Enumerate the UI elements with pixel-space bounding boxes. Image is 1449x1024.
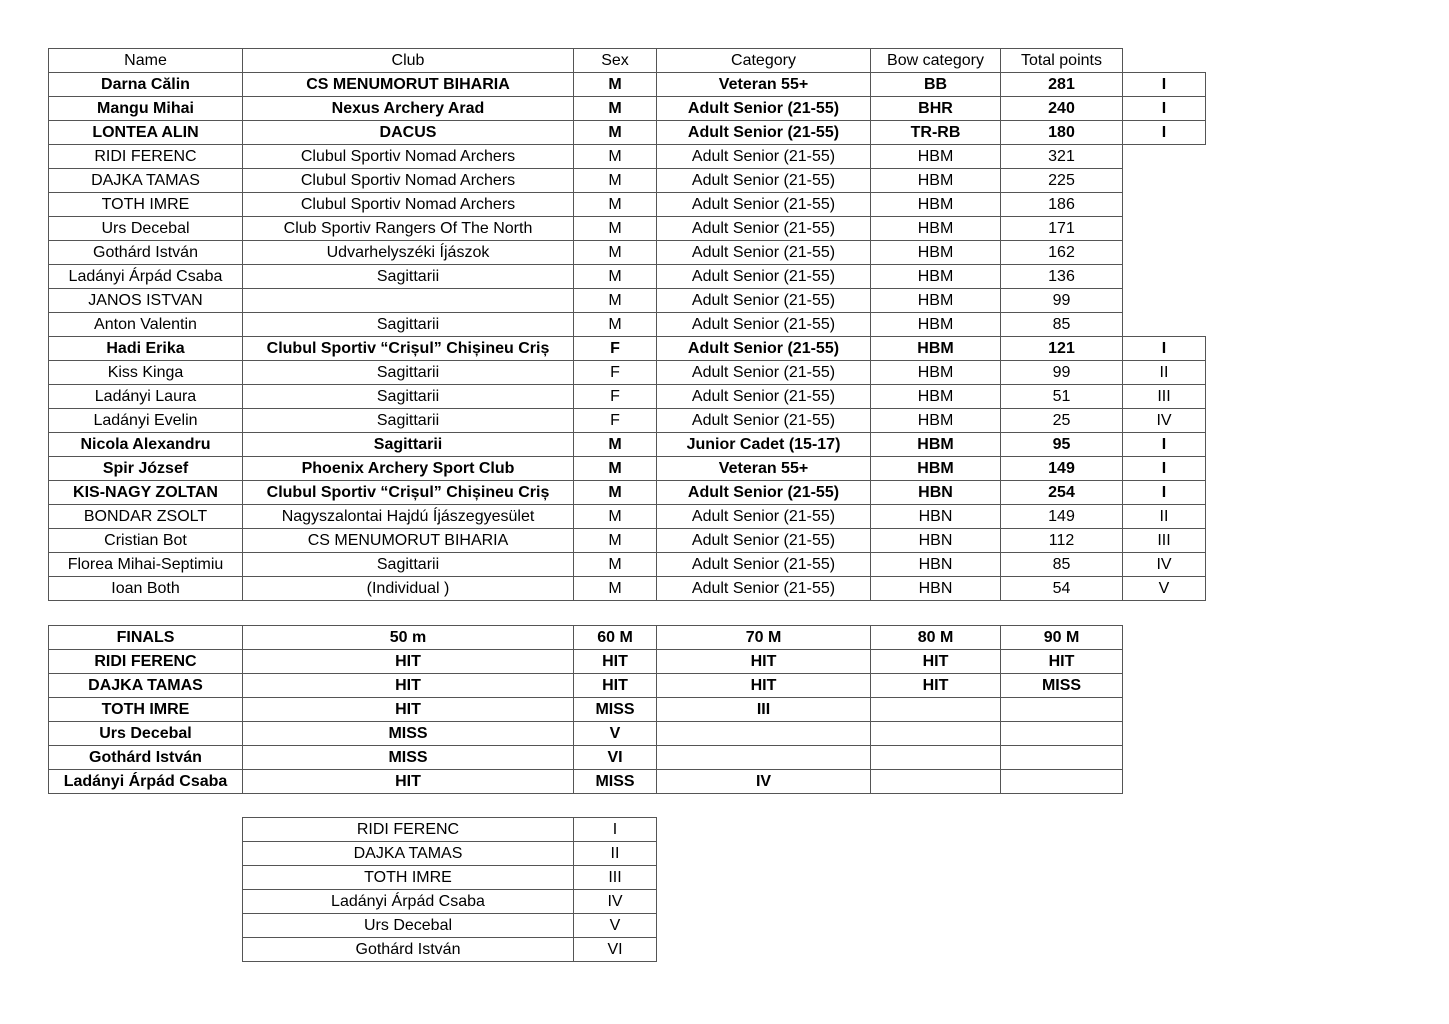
sex-cell: M	[574, 265, 657, 289]
shot-result: HIT	[657, 674, 871, 698]
club-name: Sagittarii	[243, 361, 574, 385]
club-name: Udvarhelyszéki Íjászok	[243, 241, 574, 265]
shot-result: VI	[574, 746, 657, 770]
place-cell: II	[1123, 505, 1206, 529]
shot-result: MISS	[243, 746, 574, 770]
club-name: Sagittarii	[243, 553, 574, 577]
sex-cell: M	[574, 529, 657, 553]
column-header: Name	[49, 49, 243, 73]
table-row	[49, 121, 1206, 145]
rank-place: IV	[574, 890, 657, 914]
finals-column-header: 90 M	[1001, 626, 1123, 650]
club-name	[243, 289, 574, 313]
archer-name: Ladányi Laura	[49, 385, 243, 409]
shot-result: MISS	[574, 770, 657, 794]
finals-row	[49, 770, 1123, 794]
bow-category-cell: BHR	[871, 97, 1001, 121]
rank-place: V	[574, 914, 657, 938]
archer-name: Kiss Kinga	[49, 361, 243, 385]
total-points-cell: 95	[1001, 433, 1123, 457]
archer-name: BONDAR ZSOLT	[49, 505, 243, 529]
finalist-name: Urs Decebal	[49, 722, 243, 746]
category-cell: Adult Senior (21-55)	[657, 217, 871, 241]
blank-cell	[1123, 169, 1206, 193]
total-points-cell: 254	[1001, 481, 1123, 505]
bow-category-cell: HBN	[871, 529, 1001, 553]
bow-category-cell: HBM	[871, 265, 1001, 289]
total-points-cell: 240	[1001, 97, 1123, 121]
club-name: Club Sportiv Rangers Of The North	[243, 217, 574, 241]
blank-cell	[1123, 217, 1206, 241]
category-cell: Adult Senior (21-55)	[657, 577, 871, 601]
archer-name: KIS-NAGY ZOLTAN	[49, 481, 243, 505]
sex-cell: M	[574, 193, 657, 217]
total-points-cell: 149	[1001, 505, 1123, 529]
category-cell: Veteran 55+	[657, 457, 871, 481]
table-row	[49, 265, 1206, 289]
bow-category-cell: HBM	[871, 169, 1001, 193]
archer-name: DAJKA TAMAS	[49, 169, 243, 193]
table-row	[49, 193, 1206, 217]
blank-cell	[1123, 49, 1206, 73]
shot-result: HIT	[871, 674, 1001, 698]
sex-cell: M	[574, 481, 657, 505]
ranked-archer-name: Ladányi Árpád Csaba	[243, 890, 574, 914]
club-name: Clubul Sportiv Nomad Archers	[243, 193, 574, 217]
rank-place: III	[574, 866, 657, 890]
archer-name: Hadi Erika	[49, 337, 243, 361]
archer-name: Ioan Both	[49, 577, 243, 601]
total-points-cell: 186	[1001, 193, 1123, 217]
place-cell: I	[1123, 121, 1206, 145]
place-cell: IV	[1123, 553, 1206, 577]
archer-name: LONTEA ALIN	[49, 121, 243, 145]
sex-cell: F	[574, 361, 657, 385]
ranked-archer-name: TOTH IMRE	[243, 866, 574, 890]
finals-column-header: FINALS	[49, 626, 243, 650]
archer-name: Spir József	[49, 457, 243, 481]
blank-cell	[1123, 313, 1206, 337]
ranked-archer-name: Urs Decebal	[243, 914, 574, 938]
total-points-cell: 85	[1001, 313, 1123, 337]
category-cell: Adult Senior (21-55)	[657, 193, 871, 217]
shot-result	[1001, 698, 1123, 722]
ranking-row	[243, 818, 657, 842]
bow-category-cell: HBM	[871, 433, 1001, 457]
finalist-name: Gothárd István	[49, 746, 243, 770]
place-cell: I	[1123, 481, 1206, 505]
column-header: Total points	[1001, 49, 1123, 73]
shot-result: HIT	[243, 650, 574, 674]
shot-result: HIT	[574, 650, 657, 674]
finals-column-header: 60 M	[574, 626, 657, 650]
club-name: Clubul Sportiv Nomad Archers	[243, 145, 574, 169]
table-row	[49, 217, 1206, 241]
bow-category-cell: HBM	[871, 361, 1001, 385]
club-name: Sagittarii	[243, 409, 574, 433]
table-row	[49, 433, 1206, 457]
club-name: Sagittarii	[243, 265, 574, 289]
table-row	[49, 409, 1206, 433]
ranking-row	[243, 842, 657, 866]
sex-cell: M	[574, 553, 657, 577]
blank-cell	[1123, 265, 1206, 289]
category-cell: Adult Senior (21-55)	[657, 361, 871, 385]
results-table	[48, 48, 1206, 601]
finalist-name: RIDI FERENC	[49, 650, 243, 674]
club-name: Nexus Archery Arad	[243, 97, 574, 121]
shot-result: HIT	[243, 770, 574, 794]
shot-result: III	[657, 698, 871, 722]
bow-category-cell: HBM	[871, 289, 1001, 313]
finals-column-header: 70 M	[657, 626, 871, 650]
club-name: Sagittarii	[243, 385, 574, 409]
shot-result: HIT	[574, 674, 657, 698]
ranked-archer-name: Gothárd István	[243, 938, 574, 962]
club-name: Clubul Sportiv “Crișul” Chișineu Criș	[243, 337, 574, 361]
club-name: Sagittarii	[243, 433, 574, 457]
shot-result	[871, 722, 1001, 746]
shot-result: MISS	[243, 722, 574, 746]
bow-category-cell: HBN	[871, 481, 1001, 505]
archer-name: Gothárd István	[49, 241, 243, 265]
finals-column-header: 80 M	[871, 626, 1001, 650]
ranking-row	[243, 866, 657, 890]
table-row	[49, 241, 1206, 265]
category-cell: Adult Senior (21-55)	[657, 481, 871, 505]
ranking-row	[243, 890, 657, 914]
place-cell: I	[1123, 73, 1206, 97]
sex-cell: M	[574, 289, 657, 313]
shot-result: V	[574, 722, 657, 746]
table-row	[49, 505, 1206, 529]
total-points-cell: 121	[1001, 337, 1123, 361]
finals-row	[49, 650, 1123, 674]
place-cell: I	[1123, 97, 1206, 121]
total-points-cell: 51	[1001, 385, 1123, 409]
category-cell: Adult Senior (21-55)	[657, 409, 871, 433]
finals-row	[49, 746, 1123, 770]
sex-cell: M	[574, 169, 657, 193]
category-cell: Adult Senior (21-55)	[657, 289, 871, 313]
finals-table	[48, 625, 1123, 794]
category-cell: Adult Senior (21-55)	[657, 265, 871, 289]
table-row	[49, 481, 1206, 505]
sex-cell: M	[574, 217, 657, 241]
ranking-row	[243, 938, 657, 962]
total-points-cell: 225	[1001, 169, 1123, 193]
category-cell: Adult Senior (21-55)	[657, 241, 871, 265]
total-points-cell: 136	[1001, 265, 1123, 289]
total-points-cell: 180	[1001, 121, 1123, 145]
category-cell: Adult Senior (21-55)	[657, 505, 871, 529]
category-cell: Adult Senior (21-55)	[657, 121, 871, 145]
shot-result: IV	[657, 770, 871, 794]
rank-place: VI	[574, 938, 657, 962]
bow-category-cell: HBN	[871, 577, 1001, 601]
column-header: Category	[657, 49, 871, 73]
shot-result: HIT	[1001, 650, 1123, 674]
place-cell: I	[1123, 433, 1206, 457]
sex-cell: M	[574, 577, 657, 601]
total-points-cell: 112	[1001, 529, 1123, 553]
archer-name: Ladányi Evelin	[49, 409, 243, 433]
category-cell: Adult Senior (21-55)	[657, 97, 871, 121]
category-cell: Adult Senior (21-55)	[657, 169, 871, 193]
archer-name: Nicola Alexandru	[49, 433, 243, 457]
archer-name: Urs Decebal	[49, 217, 243, 241]
shot-result: MISS	[1001, 674, 1123, 698]
sex-cell: M	[574, 121, 657, 145]
category-cell: Adult Senior (21-55)	[657, 145, 871, 169]
archer-name: JANOS ISTVAN	[49, 289, 243, 313]
archer-name: Florea Mihai-Septimiu	[49, 553, 243, 577]
sex-cell: M	[574, 73, 657, 97]
total-points-cell: 171	[1001, 217, 1123, 241]
club-name: DACUS	[243, 121, 574, 145]
archer-name: Mangu Mihai	[49, 97, 243, 121]
club-name: Nagyszalontai Hajdú Íjászegyesület	[243, 505, 574, 529]
table-row	[49, 313, 1206, 337]
club-name: Clubul Sportiv “Crișul” Chișineu Criș	[243, 481, 574, 505]
shot-result	[1001, 746, 1123, 770]
table-row	[49, 457, 1206, 481]
finals-row	[49, 674, 1123, 698]
sex-cell: M	[574, 433, 657, 457]
sex-cell: F	[574, 409, 657, 433]
category-cell: Veteran 55+	[657, 73, 871, 97]
finals-row	[49, 698, 1123, 722]
total-points-cell: 99	[1001, 289, 1123, 313]
blank-cell	[1123, 289, 1206, 313]
bow-category-cell: HBM	[871, 241, 1001, 265]
column-header: Sex	[574, 49, 657, 73]
category-cell: Adult Senior (21-55)	[657, 553, 871, 577]
shot-result: HIT	[871, 650, 1001, 674]
category-cell: Adult Senior (21-55)	[657, 337, 871, 361]
table-row	[49, 289, 1206, 313]
category-cell: Junior Cadet (15-17)	[657, 433, 871, 457]
total-points-cell: 25	[1001, 409, 1123, 433]
total-points-cell: 321	[1001, 145, 1123, 169]
archer-name: Ladányi Árpád Csaba	[49, 265, 243, 289]
sex-cell: M	[574, 313, 657, 337]
finals-header-row	[49, 626, 1123, 650]
place-cell: II	[1123, 361, 1206, 385]
shot-result	[871, 746, 1001, 770]
bow-category-cell: HBM	[871, 313, 1001, 337]
table-row	[49, 73, 1206, 97]
ranking-row	[243, 914, 657, 938]
finals-column-header: 50 m	[243, 626, 574, 650]
place-cell: I	[1123, 457, 1206, 481]
finalist-name: DAJKA TAMAS	[49, 674, 243, 698]
shot-result	[657, 722, 871, 746]
category-cell: Adult Senior (21-55)	[657, 385, 871, 409]
sex-cell: F	[574, 385, 657, 409]
shot-result	[871, 698, 1001, 722]
table-row	[49, 337, 1206, 361]
blank-cell	[1123, 241, 1206, 265]
club-name: CS MENUMORUT BIHARIA	[243, 73, 574, 97]
bow-category-cell: HBM	[871, 337, 1001, 361]
table-row	[49, 553, 1206, 577]
bow-category-cell: TR-RB	[871, 121, 1001, 145]
sex-cell: M	[574, 505, 657, 529]
rank-place: II	[574, 842, 657, 866]
sex-cell: F	[574, 337, 657, 361]
shot-result	[1001, 722, 1123, 746]
shot-result: HIT	[243, 674, 574, 698]
finals-row	[49, 722, 1123, 746]
rank-place: I	[574, 818, 657, 842]
category-cell: Adult Senior (21-55)	[657, 529, 871, 553]
archer-name: RIDI FERENC	[49, 145, 243, 169]
club-name: Sagittarii	[243, 313, 574, 337]
shot-result: MISS	[574, 698, 657, 722]
finalist-name: Ladányi Árpád Csaba	[49, 770, 243, 794]
total-points-cell: 281	[1001, 73, 1123, 97]
blank-cell	[1123, 193, 1206, 217]
total-points-cell: 85	[1001, 553, 1123, 577]
place-cell: III	[1123, 385, 1206, 409]
final-ranking-table	[242, 817, 657, 962]
sex-cell: M	[574, 145, 657, 169]
club-name: Phoenix Archery Sport Club	[243, 457, 574, 481]
ranked-archer-name: RIDI FERENC	[243, 818, 574, 842]
club-name: (Individual )	[243, 577, 574, 601]
total-points-cell: 149	[1001, 457, 1123, 481]
table-row	[49, 385, 1206, 409]
bow-category-cell: BB	[871, 73, 1001, 97]
total-points-cell: 99	[1001, 361, 1123, 385]
bow-category-cell: HBM	[871, 457, 1001, 481]
bow-category-cell: HBN	[871, 553, 1001, 577]
club-name: Clubul Sportiv Nomad Archers	[243, 169, 574, 193]
bow-category-cell: HBM	[871, 409, 1001, 433]
total-points-cell: 54	[1001, 577, 1123, 601]
archer-name: TOTH IMRE	[49, 193, 243, 217]
total-points-cell: 162	[1001, 241, 1123, 265]
finalist-name: TOTH IMRE	[49, 698, 243, 722]
table-row	[49, 145, 1206, 169]
table-row	[49, 361, 1206, 385]
bow-category-cell: HBM	[871, 145, 1001, 169]
sex-cell: M	[574, 97, 657, 121]
shot-result: HIT	[243, 698, 574, 722]
place-cell: I	[1123, 337, 1206, 361]
place-cell: III	[1123, 529, 1206, 553]
blank-cell	[1123, 145, 1206, 169]
table-row	[49, 97, 1206, 121]
archer-name: Cristian Bot	[49, 529, 243, 553]
table-row	[49, 529, 1206, 553]
table-row	[49, 169, 1206, 193]
column-header: Club	[243, 49, 574, 73]
club-name: CS MENUMORUT BIHARIA	[243, 529, 574, 553]
archer-name: Anton Valentin	[49, 313, 243, 337]
ranked-archer-name: DAJKA TAMAS	[243, 842, 574, 866]
sex-cell: M	[574, 457, 657, 481]
bow-category-cell: HBM	[871, 193, 1001, 217]
column-header: Bow category	[871, 49, 1001, 73]
sex-cell: M	[574, 241, 657, 265]
place-cell: V	[1123, 577, 1206, 601]
place-cell: IV	[1123, 409, 1206, 433]
shot-result	[657, 746, 871, 770]
table-row	[49, 577, 1206, 601]
bow-category-cell: HBM	[871, 217, 1001, 241]
archer-name: Darna Călin	[49, 73, 243, 97]
shot-result	[871, 770, 1001, 794]
bow-category-cell: HBM	[871, 385, 1001, 409]
shot-result: HIT	[657, 650, 871, 674]
shot-result	[1001, 770, 1123, 794]
bow-category-cell: HBN	[871, 505, 1001, 529]
results-header-row	[49, 49, 1206, 73]
category-cell: Adult Senior (21-55)	[657, 313, 871, 337]
